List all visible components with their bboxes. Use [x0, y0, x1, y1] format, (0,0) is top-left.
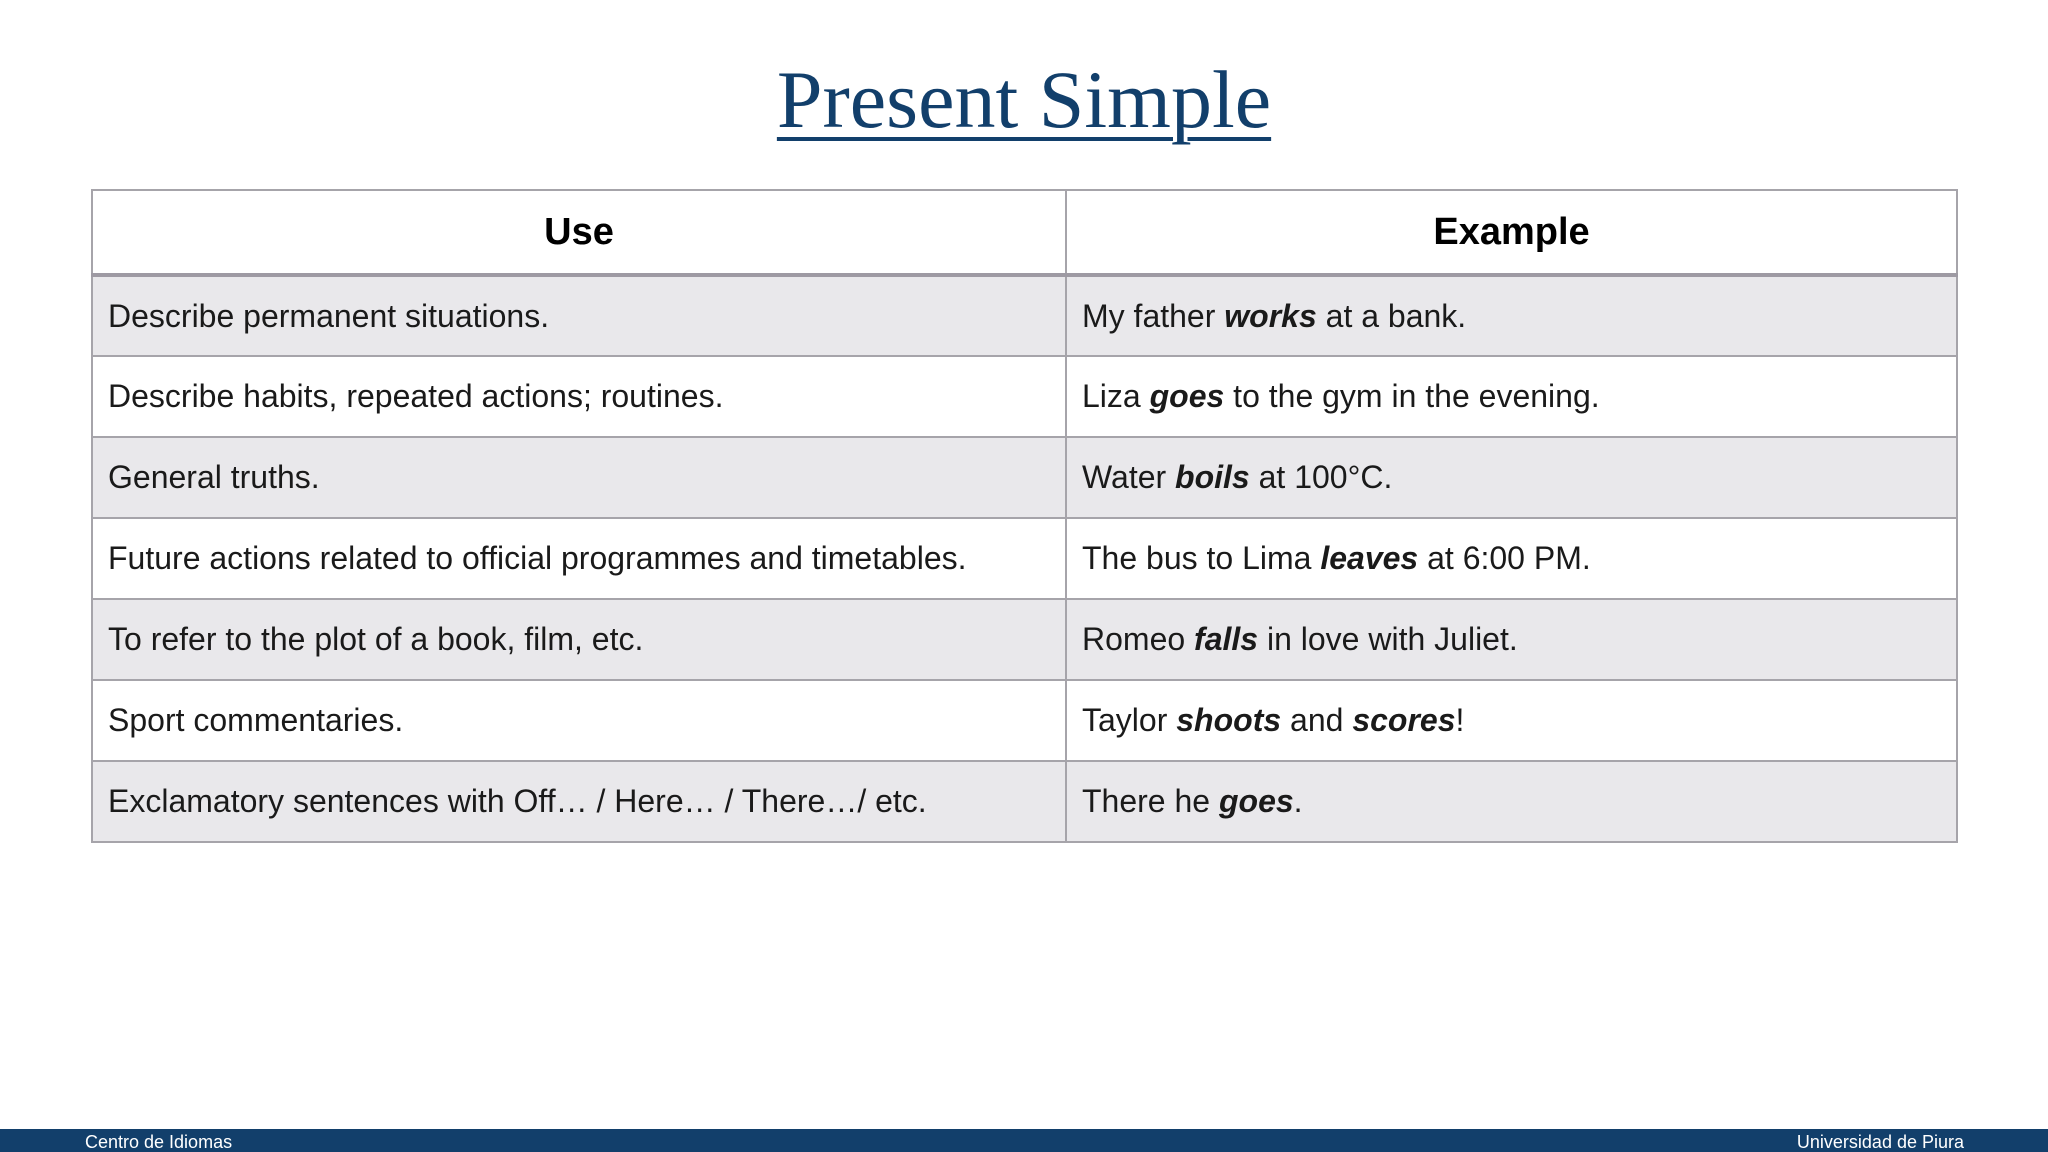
example-text: to the gym in the evening.: [1224, 378, 1600, 414]
example-cell: [1066, 680, 1957, 761]
use-cell: Future actions related to official programmes and timetables.: [92, 518, 1066, 599]
table-row: [92, 761, 1957, 842]
table-row: [92, 599, 1957, 680]
example-text: Water: [1082, 459, 1176, 495]
header-use: Use: [92, 190, 1066, 275]
use-cell: Sport commentaries.: [92, 680, 1066, 761]
example-verb: boils: [1175, 459, 1250, 495]
table-row: [92, 518, 1957, 599]
use-cell: Describe permanent situations.: [92, 275, 1066, 356]
example-cell: [1066, 275, 1957, 356]
table-row: [92, 275, 1957, 356]
use-cell: Exclamatory sentences with Off… / Here… / There…/ etc.: [92, 761, 1066, 842]
example-text: My father: [1082, 297, 1225, 334]
example-verb: shoots: [1176, 702, 1282, 738]
table-row: [92, 680, 1957, 761]
example-text: at 6:00 PM.: [1418, 540, 1591, 576]
example-text: The bus to Lima: [1082, 540, 1321, 576]
example-text: in love with Juliet.: [1258, 621, 1518, 657]
use-cell: To refer to the plot of a book, film, etc.: [92, 599, 1066, 680]
example-cell: [1066, 356, 1957, 437]
table-header-row: [92, 190, 1957, 275]
use-cell: General truths.: [92, 437, 1066, 518]
example-text: .: [1293, 783, 1303, 819]
example-text: at 100°C.: [1249, 459, 1393, 495]
example-verb: falls: [1194, 621, 1259, 657]
example-text: Liza: [1082, 378, 1150, 414]
example-text: !: [1455, 702, 1465, 738]
page-title: Present Simple: [776, 54, 1272, 145]
example-text: Taylor: [1082, 702, 1177, 738]
example-verb: scores: [1352, 702, 1456, 738]
present-simple-table: [91, 189, 1958, 843]
table-row: [92, 437, 1957, 518]
example-cell: [1066, 437, 1957, 518]
example-verb: goes: [1149, 378, 1225, 414]
example-text: and: [1281, 702, 1353, 738]
example-verb: works: [1224, 297, 1317, 334]
table-row: [92, 356, 1957, 437]
footer-university-name: Universidad de Piura: [1796, 1132, 1964, 1152]
example-cell: [1066, 518, 1957, 599]
example-verb: goes: [1218, 783, 1294, 819]
example-text: There he: [1082, 783, 1219, 819]
example-text: at a bank.: [1316, 297, 1467, 334]
use-cell: Describe habits, repeated actions; routines.: [92, 356, 1066, 437]
example-verb: leaves: [1320, 540, 1419, 576]
example-text: Romeo: [1082, 621, 1195, 657]
example-cell: [1066, 599, 1957, 680]
footer-org-name: Centro de Idiomas: [85, 1132, 233, 1152]
footer-bar: [0, 1129, 2048, 1152]
header-example: Example: [1066, 190, 1957, 275]
example-cell: [1066, 761, 1957, 842]
